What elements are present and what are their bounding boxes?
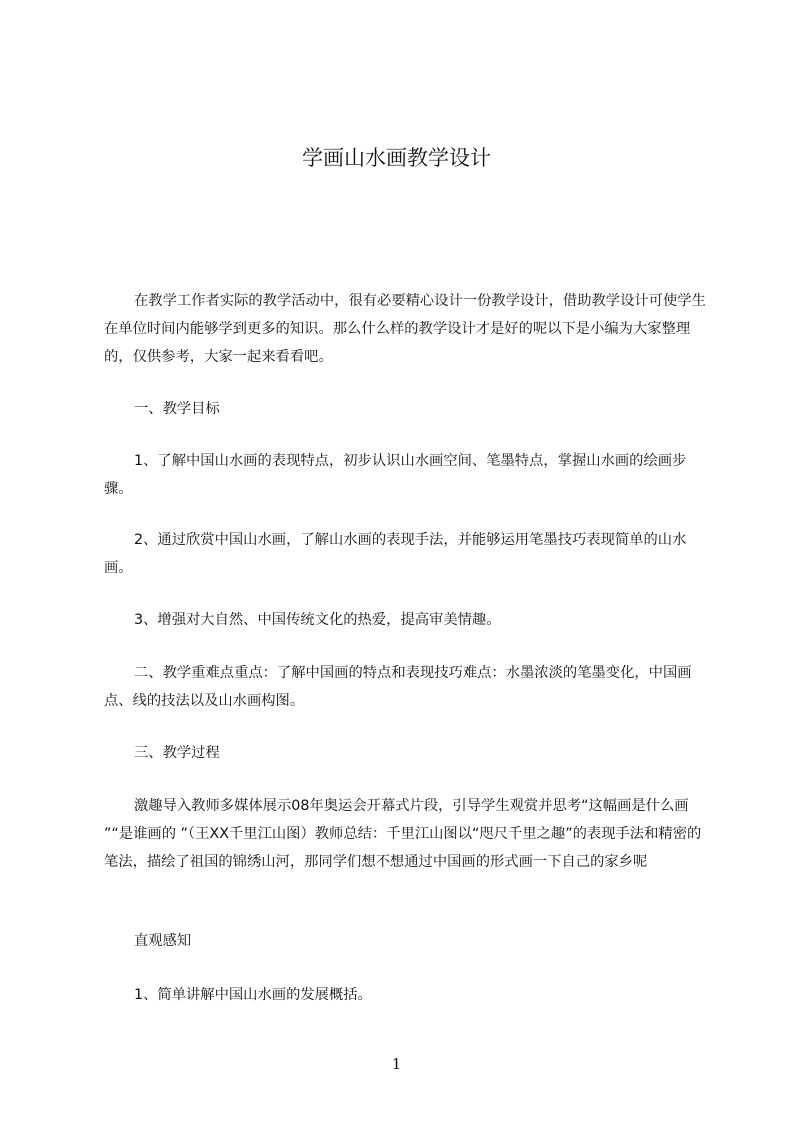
goal-item-1: 1、了解中国山水画的表现特点，初步认识山水画空间、笔墨特点，掌握山水画的绘画步骤。 bbox=[104, 453, 687, 497]
perception-item-1: 1、简单讲解中国山水画的发展概括。 bbox=[134, 987, 372, 1003]
section-heading-teaching-process: 三、教学过程 bbox=[134, 745, 220, 761]
process-intro-paragraph: 激趣导入教师多媒体展示08年奥运会开幕式片段，引导学生观赏并思考“这幅画是什么画 ”“是谁画的 ”（王XX千里江山图）教师总结：千里江山图以“咫尺千里之趣”的表现手法和精密的笔法，描绘了祖国的锦绣山河，那同学们想不想通过中国画的形式画一下自己的家乡呢 bbox=[104, 798, 702, 870]
goal-item-2: 2、通过欣赏中国山水画，了解山水画的表现手法，并能够运用笔墨技巧表现简单的山水画。 bbox=[104, 532, 687, 576]
intro-paragraph: 在教学工作者实际的教学活动中，很有必要精心设计一份教学设计，借助教学设计可使学生在单位时间内能够学到更多的知识。那么什么样的教学设计才是好的呢以下是小编为大家整理的，仅供参考，大家一起来看看吧。 bbox=[104, 293, 706, 365]
page-number: 1 bbox=[391, 1055, 402, 1073]
goal-item-3: 3、增强对大自然、中国传统文化的热爱，提高审美情趣。 bbox=[134, 612, 501, 628]
page-title: 学画山水画教学设计 bbox=[302, 146, 491, 170]
section-heading-teaching-goals: 一、教学目标 bbox=[134, 401, 220, 417]
section-key-difficulties: 二、教学重难点重点：了解中国画的特点和表现技巧难点：水墨浓淡的笔墨变化，中国画点、线的技法以及山水画构图。 bbox=[104, 665, 692, 709]
section-heading-direct-perception: 直观感知 bbox=[134, 933, 192, 949]
